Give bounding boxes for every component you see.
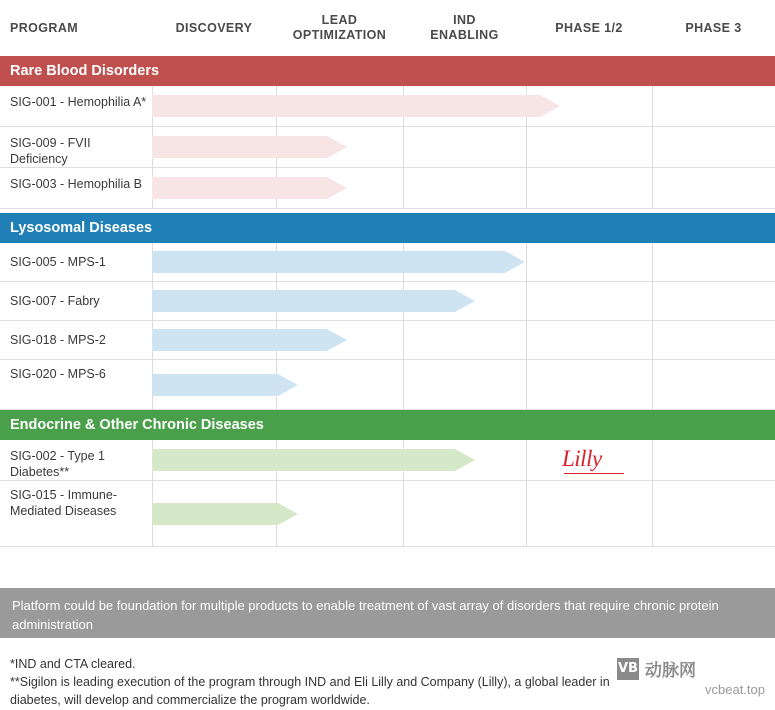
table-row: [0, 360, 775, 410]
column-header-ind-enabling: [403, 0, 526, 56]
column-header-phase-1-2: PHASE 1/2: [555, 20, 623, 35]
column-header-phase-3: PHASE 3: [685, 20, 742, 35]
watermark-url: vcbeat.top: [705, 682, 765, 697]
table-row: [0, 481, 775, 547]
lead-optimization-line2: OPTIMIZATION: [292, 28, 387, 42]
section-header-rare-blood-disorders: Rare Blood Disorders: [0, 56, 775, 86]
program-label: SIG-002 - Type 1 Diabetes**: [10, 449, 105, 479]
program-label: SIG-003 - Hemophilia B: [10, 177, 143, 191]
program-label: SIG-015 - Immune-Mediated Diseases: [10, 488, 117, 518]
column-header-row: [0, 0, 775, 57]
program-label: SIG-001 - Hemophilia A*: [10, 95, 147, 109]
watermark-brand: 动脉网: [645, 661, 696, 680]
footnote-line-3: diabetes, will develop and commercialize the program worldwide.: [10, 693, 370, 707]
table-row: [0, 168, 775, 209]
partner-logo-lilly: [562, 446, 602, 472]
footnote-line-2: **Sigilon is leading execution of the program through IND and Eli Lilly and Company (Lilly), a global leader in: [10, 675, 610, 689]
table-row: [0, 321, 775, 360]
section-header-lysosomal-diseases: Lysosomal Diseases: [0, 213, 775, 243]
table-row: [0, 282, 775, 321]
table-row: [0, 440, 775, 481]
lead-optimization-line1: LEAD: [321, 13, 358, 27]
table-row: [0, 243, 775, 282]
program-label: SIG-009 - FVII Deficiency: [10, 136, 91, 166]
watermark: [617, 656, 767, 702]
program-label: SIG-018 - MPS-2: [10, 333, 106, 347]
column-header-program: PROGRAM: [10, 20, 79, 35]
ind-enabling-line2: ENABLING: [430, 28, 499, 42]
section-header-endocrine-other-chronic-diseases: Endocrine & Other Chronic Diseases: [0, 410, 775, 440]
table-row: [0, 127, 775, 168]
column-header-lead-optimization: [276, 0, 403, 56]
program-label: SIG-020 - MPS-6: [10, 367, 106, 381]
footer-banner: Platform could be foundation for multiple products to enable treatment of vast array of disorders that require chronic protein administration: [0, 588, 775, 638]
column-header-discovery: DISCOVERY: [175, 20, 253, 35]
program-label: SIG-005 - MPS-1: [10, 255, 106, 269]
footnote-line-1: *IND and CTA cleared.: [10, 657, 136, 671]
partner-logo-text: Lilly: [562, 446, 602, 471]
table-row: [0, 86, 775, 127]
ind-enabling-line1: IND: [453, 13, 476, 27]
program-label: SIG-007 - Fabry: [10, 294, 100, 308]
watermark-badge: VB: [617, 658, 639, 680]
